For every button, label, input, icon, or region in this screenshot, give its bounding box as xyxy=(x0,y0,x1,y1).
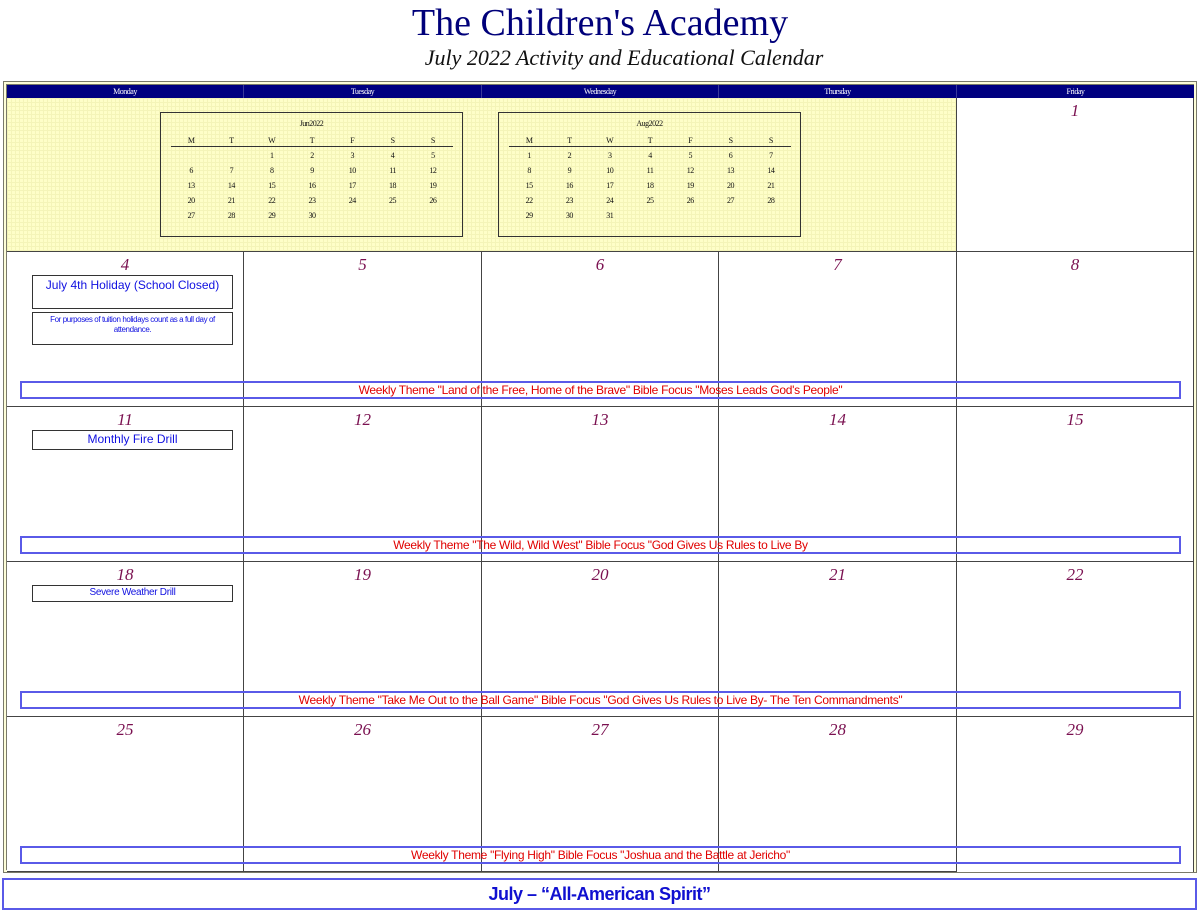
day-number: 15 xyxy=(1066,410,1084,429)
day-header: M xyxy=(187,136,195,145)
mini-calendar-june xyxy=(160,112,463,237)
weekly-theme-banner-week4: Weekly Theme "Take Me Out to the Ball Game" Bible Focus "God Gives Us Rules to Live By- The Ten Commandments" xyxy=(20,691,1181,709)
day-header: M xyxy=(525,136,533,145)
day-number: 12 xyxy=(354,410,371,429)
weekly-theme-banner-week5: Weekly Theme "Flying High" Bible Focus "Joshua and the Battle at Jericho" xyxy=(20,846,1181,864)
page-title: The Children's Academy xyxy=(411,2,789,44)
mini-day: 28 xyxy=(767,196,775,205)
mini-day: 17 xyxy=(348,181,356,190)
day-number: 4 xyxy=(120,255,130,274)
calendar-frame xyxy=(3,81,1197,873)
mini-day: 5 xyxy=(431,151,435,160)
day-number: 11 xyxy=(117,410,133,429)
day-header: F xyxy=(350,136,355,145)
weekly-theme-banner-week2: Weekly Theme "Land of the Free, Home of the Brave" Bible Focus "Moses Leads God's People" xyxy=(20,381,1181,399)
mini-day: 10 xyxy=(348,166,356,175)
day-header: S xyxy=(430,136,435,145)
day-number: 14 xyxy=(829,410,846,429)
mini-day: 30 xyxy=(565,211,573,220)
mini-calendar-week xyxy=(171,208,453,223)
mini-calendar-title: Jun2022 xyxy=(299,119,324,128)
mini-day: 8 xyxy=(269,166,274,175)
mini-day: 1 xyxy=(269,151,274,160)
day-number: 29 xyxy=(1066,720,1084,739)
mini-calendar-table xyxy=(509,133,791,223)
day-number: 6 xyxy=(595,255,605,274)
mini-day: 19 xyxy=(686,181,694,190)
mini-day: 17 xyxy=(606,181,614,190)
mini-day: 9 xyxy=(310,166,314,175)
day-number: 19 xyxy=(354,565,371,584)
mini-calendar-week xyxy=(509,163,791,178)
mini-day: 10 xyxy=(606,166,614,175)
mini-day: 6 xyxy=(189,166,193,175)
weekday-wednesday: Wednesday xyxy=(482,85,719,98)
mini-day: 8 xyxy=(527,166,531,175)
mini-day: 21 xyxy=(767,181,775,190)
day-number: 13 xyxy=(591,410,609,429)
weekday-header-row xyxy=(7,85,1194,98)
mini-day: 13 xyxy=(187,181,195,190)
mini-day: 14 xyxy=(767,166,775,175)
weekday-friday: Friday xyxy=(1066,87,1085,96)
day-number: 8 xyxy=(1070,255,1080,274)
mini-calendar-week xyxy=(509,178,791,193)
day-header: T xyxy=(229,136,234,145)
mini-day xyxy=(751,208,791,223)
mini-day xyxy=(710,208,750,223)
mini-day: 9 xyxy=(567,166,572,175)
mini-calendar-august xyxy=(498,112,801,237)
weekday-monday: Monday xyxy=(7,85,244,98)
day-number: 7 xyxy=(833,255,842,274)
day-number: 5 xyxy=(358,255,367,274)
day-header: S xyxy=(728,136,733,145)
mini-day: 29 xyxy=(525,211,533,220)
mini-day: 12 xyxy=(686,166,694,175)
day-number: 20 xyxy=(591,565,609,584)
mini-day xyxy=(413,208,453,223)
mini-day xyxy=(171,148,211,163)
event-tuition-note: For purposes of tuition holidays count as a full day of attendance. xyxy=(32,312,233,345)
monthly-theme-footer: July – “All-American Spirit” xyxy=(2,878,1197,910)
mini-calendar-week xyxy=(171,193,453,208)
mini-day: 25 xyxy=(389,196,397,205)
mini-day: 4 xyxy=(390,151,395,160)
mini-calendar-week xyxy=(509,148,791,163)
mini-day: 20 xyxy=(727,181,735,190)
day-number: 22 xyxy=(1066,565,1084,584)
mini-day: 26 xyxy=(429,196,437,205)
mini-day: 1 xyxy=(527,151,531,160)
day-header: F xyxy=(688,136,693,145)
mini-calendar-week xyxy=(509,193,791,208)
mini-calendar-day-headers xyxy=(509,133,791,147)
weekday-thursday: Thursday xyxy=(719,85,957,98)
mini-day: 29 xyxy=(268,211,276,220)
mini-day: 27 xyxy=(187,211,195,220)
mini-day: 18 xyxy=(646,181,654,190)
mini-day xyxy=(630,208,670,223)
mini-day: 21 xyxy=(227,196,235,205)
weekday-tuesday: Tuesday xyxy=(244,85,482,98)
mini-day: 19 xyxy=(429,181,437,190)
mini-day: 16 xyxy=(565,181,573,190)
day-number: 1 xyxy=(1070,101,1080,120)
mini-day: 23 xyxy=(308,196,316,205)
day-header: W xyxy=(268,136,276,145)
mini-day: 6 xyxy=(728,151,733,160)
day-header: T xyxy=(567,136,572,145)
mini-day xyxy=(211,148,251,163)
mini-day: 7 xyxy=(229,166,234,175)
day-number: 27 xyxy=(591,720,609,739)
mini-day: 13 xyxy=(727,166,735,175)
mini-day: 18 xyxy=(389,181,397,190)
mini-day: 2 xyxy=(310,151,314,160)
prior-days-filler xyxy=(7,98,957,252)
event-severe-weather-drill[interactable]: Severe Weather Drill xyxy=(32,585,233,602)
mini-day: 4 xyxy=(648,151,652,160)
event-monthly-fire-drill[interactable]: Monthly Fire Drill xyxy=(32,430,233,450)
mini-day: 14 xyxy=(227,181,235,190)
day-number: 26 xyxy=(354,720,371,739)
day-number: 25 xyxy=(116,720,134,739)
day-header: S xyxy=(390,136,395,145)
mini-calendar-week xyxy=(171,148,453,163)
mini-day: 11 xyxy=(646,166,654,175)
weekly-theme-banner-week3: Weekly Theme "The Wild, Wild West" Bible Focus "God Gives Us Rules to Live By xyxy=(20,536,1181,554)
calendar-body xyxy=(6,84,1194,870)
mini-calendar-title: Aug2022 xyxy=(636,119,663,128)
mini-day: 27 xyxy=(727,196,735,205)
mini-day: 31 xyxy=(606,211,614,220)
mini-day: 24 xyxy=(606,196,614,205)
page-subtitle: July 2022 Activity and Educational Calendar xyxy=(424,45,824,70)
day-header: W xyxy=(606,136,614,145)
mini-calendar-week xyxy=(171,163,453,178)
mini-day: 15 xyxy=(525,181,533,190)
mini-calendar-week xyxy=(171,178,453,193)
mini-day: 22 xyxy=(268,196,276,205)
day-number: 28 xyxy=(829,720,846,739)
mini-day: 23 xyxy=(565,196,573,205)
mini-day: 12 xyxy=(429,166,437,175)
mini-day: 22 xyxy=(525,196,533,205)
day-number: 21 xyxy=(829,565,846,584)
mini-day: 28 xyxy=(227,211,235,220)
mini-day: 3 xyxy=(350,151,355,160)
day-header: S xyxy=(768,136,773,145)
mini-day: 16 xyxy=(308,181,316,190)
mini-day: 7 xyxy=(769,151,773,160)
mini-day: 24 xyxy=(348,196,356,205)
mini-day: 2 xyxy=(567,151,572,160)
mini-day: 25 xyxy=(646,196,654,205)
event-july4-holiday[interactable]: July 4th Holiday (School Closed) xyxy=(32,275,233,309)
day-header: T xyxy=(647,136,653,145)
mini-calendar-day-headers xyxy=(171,133,453,147)
mini-day: 11 xyxy=(389,166,396,175)
mini-day: 20 xyxy=(187,196,195,205)
mini-calendar-week xyxy=(509,208,791,223)
mini-day: 26 xyxy=(686,196,694,205)
mini-day: 5 xyxy=(688,151,693,160)
mini-day xyxy=(332,208,372,223)
day-header: T xyxy=(309,136,315,145)
mini-day: 15 xyxy=(268,181,276,190)
mini-calendar-table xyxy=(171,133,453,223)
mini-day xyxy=(670,208,710,223)
mini-day xyxy=(372,208,412,223)
mini-day: 3 xyxy=(607,151,612,160)
mini-day: 30 xyxy=(308,211,316,220)
day-number: 18 xyxy=(116,565,134,584)
day-cell-1[interactable] xyxy=(957,98,1194,252)
